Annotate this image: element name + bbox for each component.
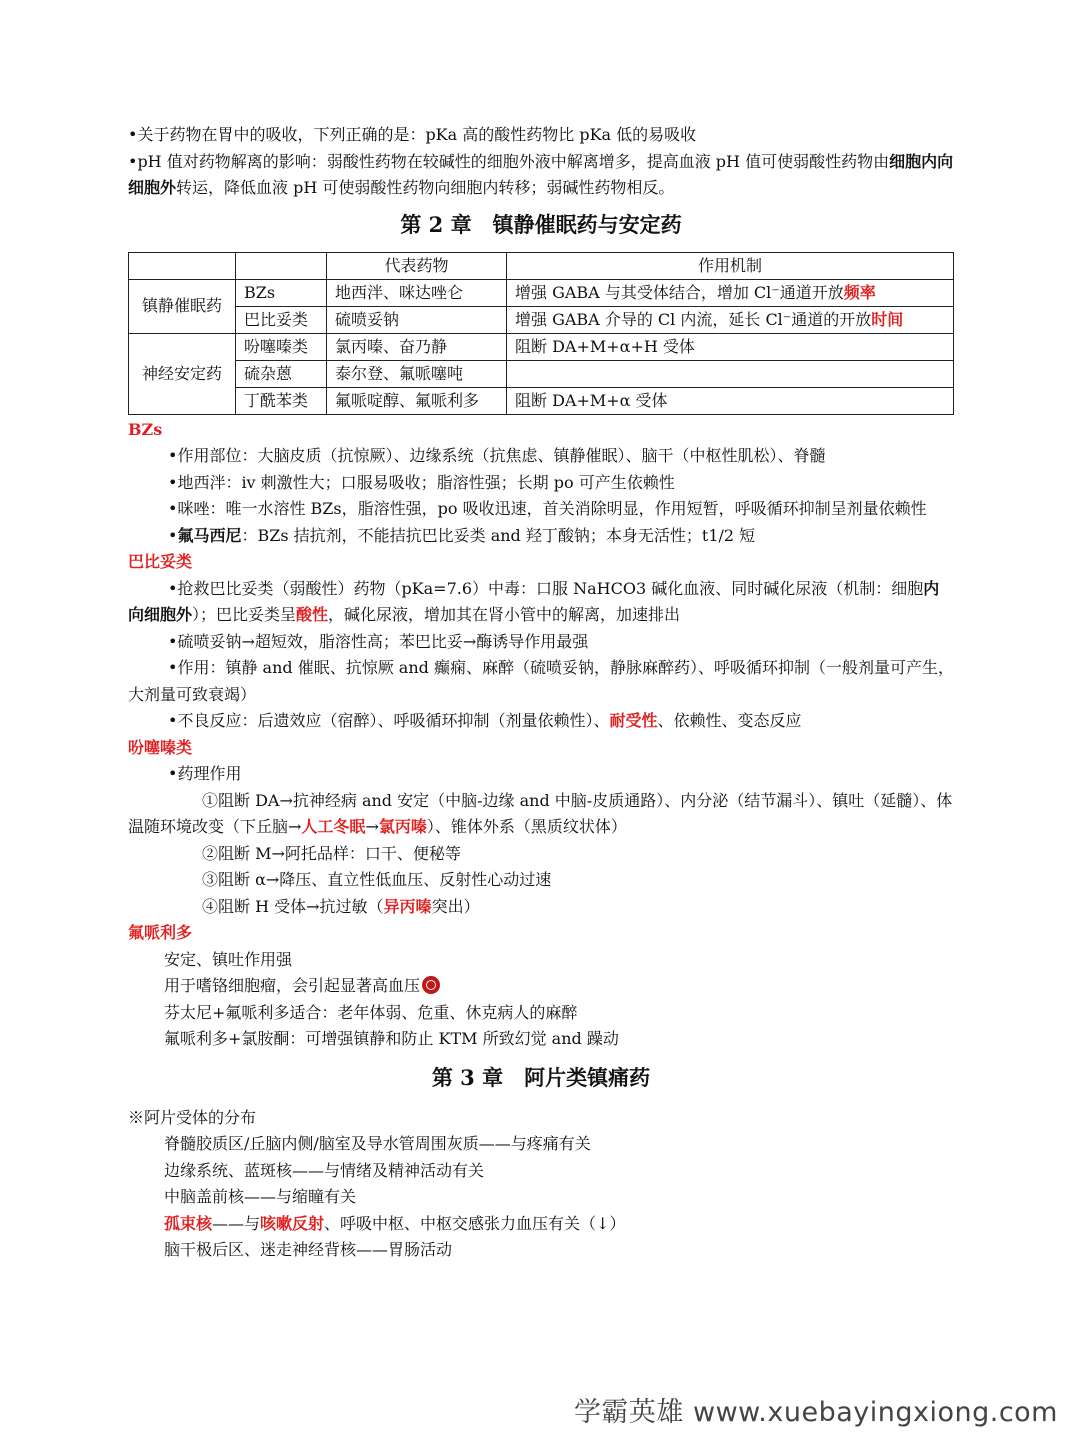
barb-bullet-1: •抢救巴比妥类（弱酸性）药物（pKa=7.6）中毒：口服 NaHCO3 碱化血液、同时碱化尿液（机制：细胞内向细胞外）；巴比妥类呈酸性，碱化尿液，增加其在肾小管中的解离，加速排出 bbox=[128, 578, 940, 624]
opioid-line-5: 脑干极后区、迷走神经背核——胃肠活动 bbox=[164, 1240, 453, 1259]
flu-line-3: 芬太尼+氟哌利多适合：老年体弱、危重、休克病人的麻醉 bbox=[164, 1002, 578, 1022]
opioid-heading: ※阿片受体的分布 bbox=[128, 1107, 257, 1127]
table-header-row bbox=[129, 252, 954, 279]
phen-bullet-0: •药理作用 bbox=[168, 764, 242, 783]
drug-table bbox=[128, 252, 954, 415]
section-barbiturates-heading: 巴比妥类 bbox=[128, 552, 193, 571]
section-droperidol-heading: 氟哌利多 bbox=[128, 923, 193, 942]
phen-item-2: ②阻断 M→阿托品样：口干、便秘等 bbox=[202, 843, 461, 863]
table-row: 丁酰苯类 氟哌啶醇、氟哌利多 阻断 DA+M+α 受体 bbox=[129, 387, 954, 414]
phen-item-1: ①阻断 DA→抗神经病 and 安定（中脑-边缘 and 中脑-皮质通路）、内分泌（结节漏斗）、镇吐（延髓）、体温随环境改变（下丘脑→人工冬眠→氯丙嗪）、锥体外系（黑质纹状体） bbox=[128, 790, 953, 836]
header-drug: 代表药物 bbox=[327, 252, 507, 279]
phen-item-4: ④阻断 H 受体→抗过敏（异丙嗪突出） bbox=[202, 896, 480, 916]
emphasis-text: 细胞内向细胞外 bbox=[128, 151, 954, 197]
intro-line-1: •关于药物在胃中的吸收，下列正确的是：pKa 高的酸性药物比 pKa 低的易吸收 bbox=[128, 125, 697, 144]
group-neuroleptic: 神经安定药 bbox=[129, 333, 236, 414]
flu-line-2: 用于嗜铬细胞瘤，会引起显著高血压 bbox=[128, 973, 954, 1000]
seal-icon bbox=[422, 976, 440, 994]
flu-line-1: 安定、镇吐作用强 bbox=[164, 949, 293, 969]
bzs-bullet-1: •作用部位：大脑皮质（抗惊厥）、边缘系统（抗焦虑、镇静催眠）、脑干（中枢性肌松）、脊髓 bbox=[168, 446, 826, 465]
table-row: 巴比妥类 硫喷妥钠 增强 GABA 介导的 Cl 内流，延长 Cl⁻通道的开放时间 bbox=[129, 306, 954, 333]
phen-item-3: ③阻断 α→降压、直立性低血压、反射性心动过速 bbox=[202, 870, 552, 889]
opioid-line-4: 孤束核——与咳嗽反射、呼吸中枢、中枢交感张力血压有关（↓） bbox=[164, 1213, 626, 1233]
section-phenothiazines-heading: 吩噻嗪类 bbox=[128, 737, 193, 757]
intro-line-2: •pH 值对药物解离的影响：弱酸性药物在较碱性的细胞外液中解离增多，提高血液 pH 值可使弱酸性药物由细胞内向细胞外转运，降低血液 pH 可使弱酸性药物向细胞内转移；弱碱性药物相反。 bbox=[128, 151, 954, 197]
opioid-line-1: 脊髓胶质区/丘脑内侧/脑室及导水管周围灰质——与疼痛有关 bbox=[164, 1134, 591, 1153]
table-row: 神经安定药 吩噻嗪类 氯丙嗪、奋乃静 阻断 DA+M+α+H 受体 bbox=[129, 333, 954, 360]
section-bzs-heading: BZs bbox=[128, 419, 163, 439]
barb-bullet-2: •硫喷妥钠→超短效，脂溶性高；苯巴比妥→酶诱导作用最强 bbox=[168, 631, 589, 651]
table-row: 硫杂蒽 泰尔登、氟哌噻吨 bbox=[129, 360, 954, 387]
document-page bbox=[128, 122, 954, 1264]
barb-bullet-3: •作用：镇静 and 催眠、抗惊厥 and 癫痫、麻醉（硫喷妥钠，静脉麻醉药）、呼吸循环抑制（一般剂量可产生，大剂量可致衰竭） bbox=[128, 658, 954, 704]
bzs-bullet-2: •地西泮：iv 刺激性大；口服易吸收；脂溶性强；长期 po 可产生依赖性 bbox=[168, 472, 675, 492]
bzs-bullet-3: •咪唑：唯一水溶性 BZs，脂溶性强，po 吸收迅速，首关消除明显，作用短暂，呼吸循环抑制呈剂量依赖性 bbox=[168, 499, 927, 518]
opioid-line-3: 中脑盖前核——与缩瞳有关 bbox=[164, 1187, 357, 1206]
table-row: 镇静催眠药 BZs 地西泮、咪达唑仑 增强 GABA 与其受体结合，增加 Cl⁻通道开放频率 bbox=[129, 279, 954, 306]
footer-watermark: 学霸英雄 www.xuebayingxiong.com bbox=[573, 1397, 1058, 1428]
chapter-2-title: 第 2 章 镇静催眠药与安定药 bbox=[400, 211, 682, 237]
group-sedative: 镇静催眠药 bbox=[129, 279, 236, 333]
bzs-bullet-4: •氟马西尼：BZs 拮抗剂，不能拮抗巴比妥类 and 羟丁酸钠；本身无活性；t1/2 短 bbox=[168, 525, 756, 545]
header-mechanism: 作用机制 bbox=[507, 252, 954, 279]
chapter-3-title: 第 3 章 阿片类镇痛药 bbox=[431, 1064, 651, 1090]
opioid-line-2: 边缘系统、蓝斑核——与情绪及精神活动有关 bbox=[164, 1160, 485, 1180]
barb-bullet-4: •不良反应：后遗效应（宿醉）、呼吸循环抑制（剂量依赖性）、耐受性、依赖性、变态反应 bbox=[168, 711, 802, 730]
flu-line-4: 氟哌利多+氯胺酮：可增强镇静和防止 KTM 所致幻觉 and 躁动 bbox=[164, 1029, 619, 1048]
